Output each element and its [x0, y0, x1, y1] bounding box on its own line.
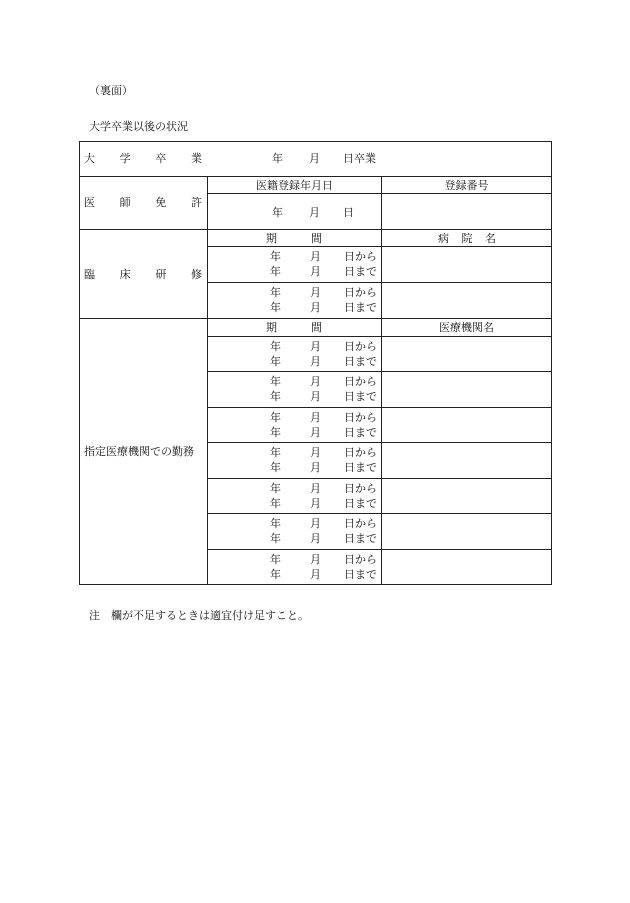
designated-period-row: 年 月 日から 年 月 日まで	[270, 517, 377, 545]
residency-period-row: 年 月 日から 年 月 日まで	[270, 250, 377, 278]
footnote: 注 欄が不足するときは適宜付け足すこと。	[89, 609, 309, 622]
section-title: 大学卒業以後の状況	[89, 120, 188, 133]
license-day-unit: 日	[343, 206, 354, 219]
license-label: 医 師 免 許	[84, 196, 202, 209]
graduation-label: 大 学 卒 業	[84, 152, 202, 165]
residency-period-header: 期 間	[266, 232, 322, 245]
designated-institution-header: 医療機関名	[439, 321, 494, 334]
designated-period-header: 期 間	[266, 321, 322, 334]
graduation-year-unit: 年	[272, 152, 283, 165]
residency-period-row: 年 月 日から 年 月 日まで	[270, 286, 377, 314]
residency-label: 臨 床 研 修	[84, 268, 202, 281]
designated-period-row: 年 月 日から 年 月 日まで	[270, 446, 377, 474]
designated-period-row: 年 月 日から 年 月 日まで	[270, 375, 377, 403]
designated-period-row: 年 月 日から 年 月 日まで	[270, 553, 377, 581]
designated-period-row: 年 月 日から 年 月 日まで	[270, 411, 377, 439]
graduation-day-unit: 日卒業	[343, 152, 376, 165]
reverse-side-label: （裏面）	[89, 84, 133, 97]
license-year-unit: 年	[272, 206, 283, 219]
designated-period-row: 年 月 日から 年 月 日まで	[270, 482, 377, 510]
graduation-month-unit: 月	[309, 152, 320, 165]
designated-period-row: 年 月 日から 年 月 日まで	[270, 340, 377, 368]
license-number-header: 登録番号	[444, 179, 489, 192]
residency-hospital-header: 病 院 名	[438, 232, 496, 245]
license-month-unit: 月	[309, 206, 320, 219]
designated-service-label: 指定医療機関での勤務	[84, 445, 194, 458]
license-date-header: 医籍登録年月日	[256, 179, 333, 192]
